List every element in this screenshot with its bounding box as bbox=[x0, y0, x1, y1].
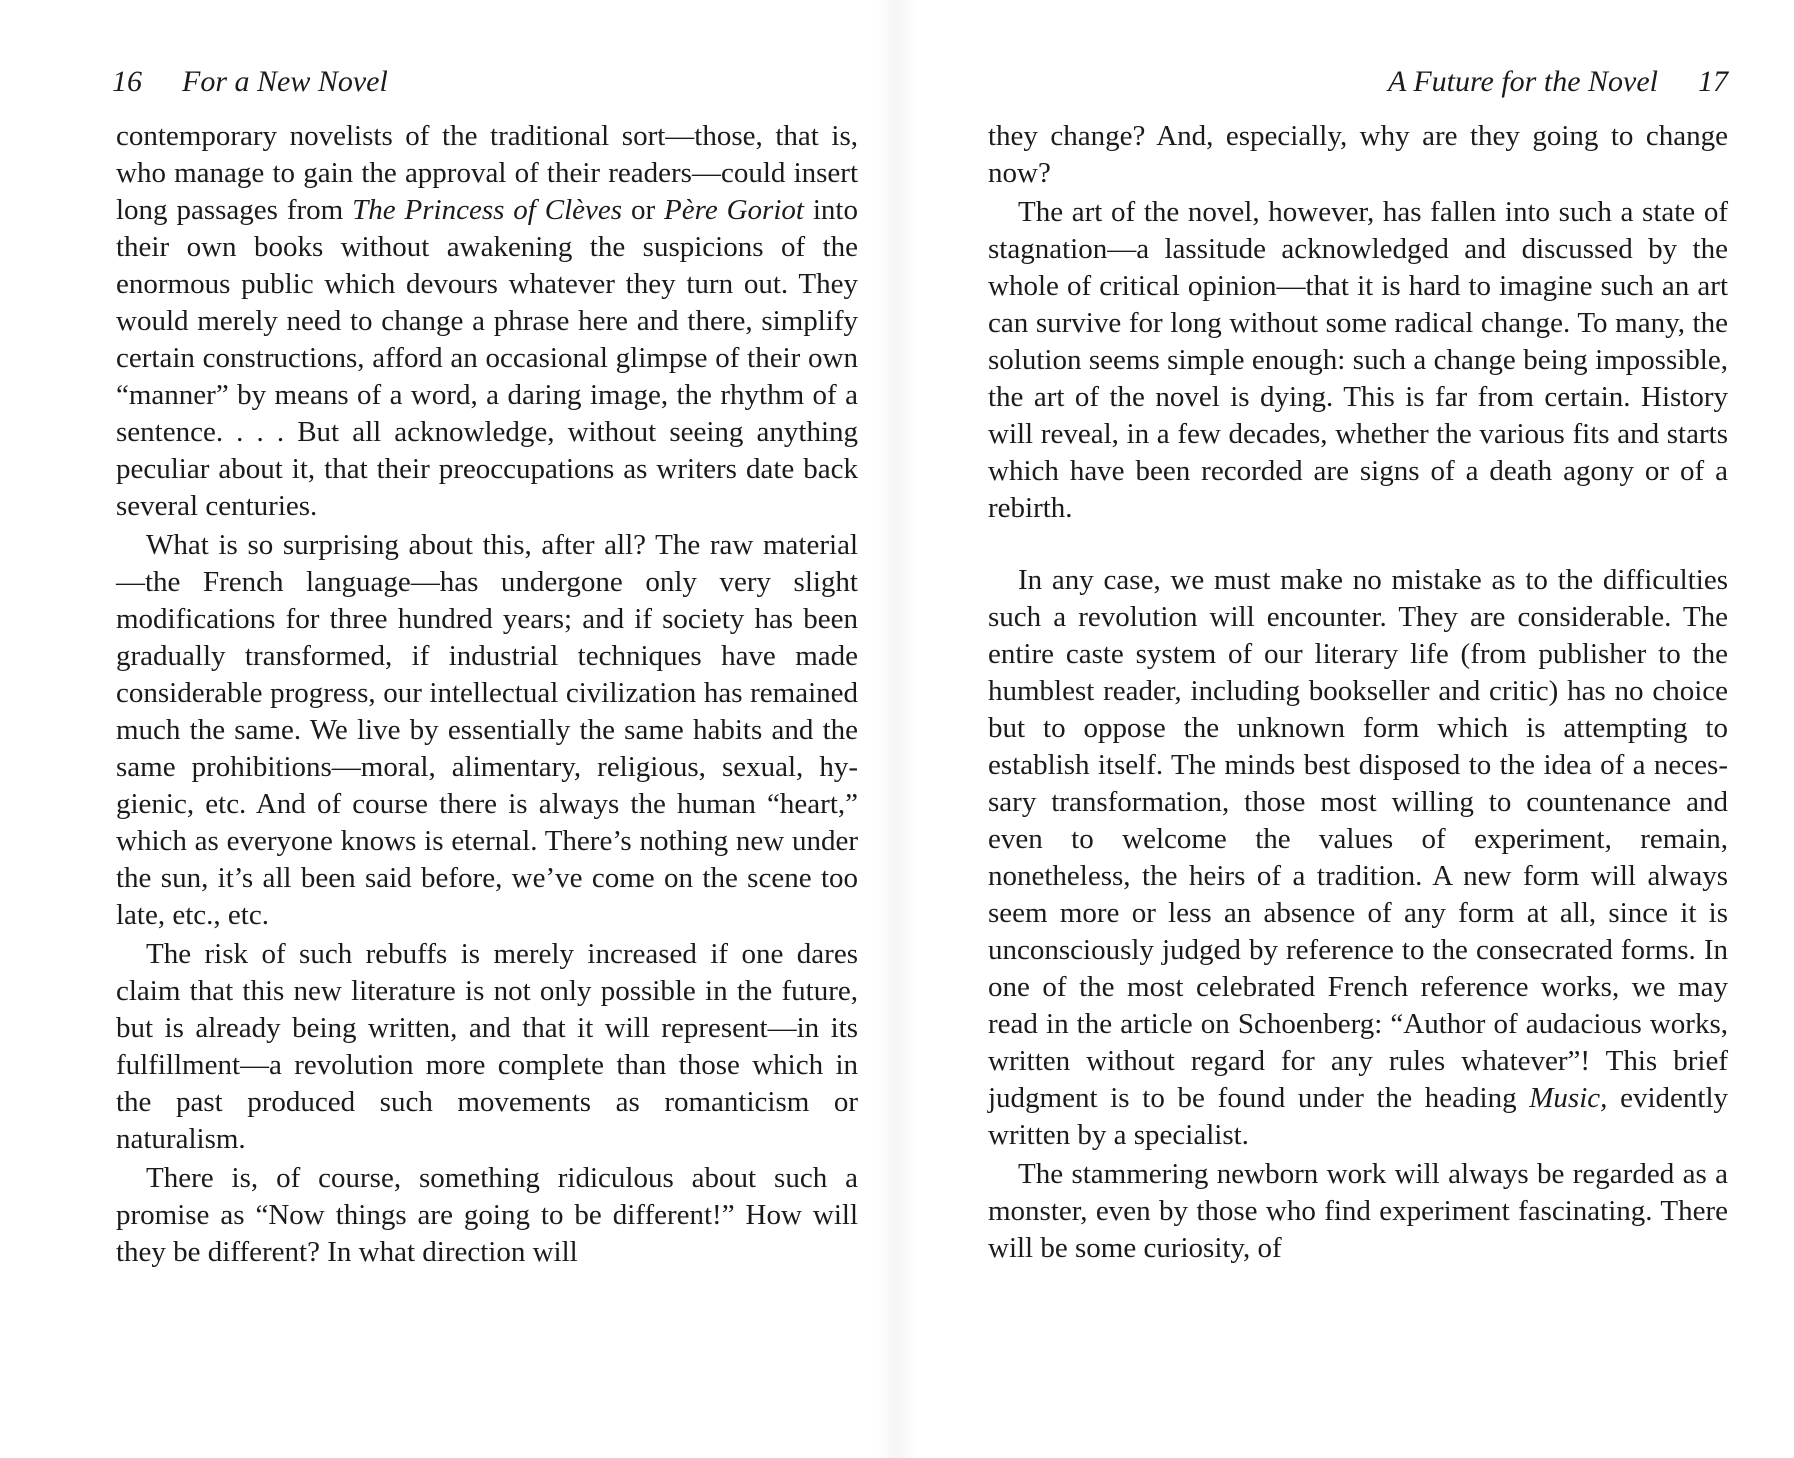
italic-title: Père Goriot bbox=[664, 194, 804, 226]
italic-title: The Princess of Clèves bbox=[352, 194, 623, 226]
italic-title: Music, bbox=[1529, 1082, 1608, 1114]
left-text-block bbox=[116, 118, 858, 1271]
right-running-head bbox=[1388, 62, 1728, 102]
paragraph bbox=[116, 936, 858, 1158]
right-running-head-title: A Future for the Novel bbox=[1388, 65, 1658, 98]
paragraph-text: contemporary novelists of the traditional sort—those, that is, who manage to gain the approval of their readers—could insert long passages from bbox=[116, 120, 858, 226]
right-page-number: 17 bbox=[1698, 65, 1728, 98]
paragraph-text: There is, of course, something ridiculous about such a promise as “Now things are going to be different!” How will they be different? In what direction will bbox=[116, 1162, 858, 1268]
paragraph bbox=[988, 194, 1728, 527]
paragraph-text: The art of the novel, however, has fallen into such a state of stagnation—a lassitude acknowledged and discussed by the whole of critical opinion—that it is hard to imagine such an art can survive for long without some radical change. To many, the solution seems simple enough: such a change being impossible, the art of the novel is dying. This is far from certain. History will reveal, in a few decades, whether the various fits and starts which have been recorded are signs of a death agony or of a rebirth. bbox=[988, 196, 1728, 524]
paragraph bbox=[116, 527, 858, 934]
paragraph-text: What is so surprising about this, after all? The raw material—the French language—has undergone only very slight modifications for three hundred years; and if society has been gradually transformed, if industrial techniques have made considerable progress, our intellectual civilization has remained much the same. We live by essentially the same habits and the same prohibitions—moral, alimentary, religious, sexual, hygienic, etc. And of course there is always the human “heart,” which as everyone knows is eternal. There’s nothing new under the sun, it’s all been said before, we’ve come on the scene too late, etc., etc. bbox=[116, 529, 858, 931]
paragraph-text: or bbox=[622, 194, 665, 226]
left-running-head bbox=[112, 62, 388, 102]
paragraph-text: In any case, we must make no mistake as to the difficulties such a revolution will encounter. They are considerable. The entire caste system of our literary life (from publisher to the humblest reader, including bookseller and critic) has no choice but to oppose the unknown form which is attempting to establish itself. The minds best disposed to the idea of a necessary transformation, those most willing to countenance and even to welcome the values of experiment, remain, nonetheless, the heirs of a tradition. A new form will always seem more or less an absence of any form at all, since it is unconsciously judged by reference to the consecrated forms. In one of the most celebrated French reference works, we may read in the article on Schoenberg: “Author of audacious works, written without regard for any rules whatever”! This brief judgment is to be found under the heading bbox=[988, 564, 1728, 1114]
paragraph bbox=[988, 1156, 1728, 1267]
paragraph-text: into their own books without awakening the suspicions of the enormous public which devours whatever they turn out. They would merely need to change a phrase here and there, simplify certain constructions, afford an occasional glimpse of their own “manner” by means of a word, a daring image, the rhythm of a sentence. . . . But all acknowledge, without seeing anything peculiar about it, that their preoccupations as writers date back several centuries. bbox=[116, 194, 858, 522]
paragraph bbox=[116, 118, 858, 525]
paragraph-text: The stammering newborn work will always be regarded as a monster, even by those who find experiment fascinating. There will be some curiosity, of bbox=[988, 1158, 1728, 1264]
left-page-number: 16 bbox=[112, 65, 142, 98]
paragraph bbox=[988, 118, 1728, 192]
right-page bbox=[897, 0, 1794, 1458]
paragraph-text: evidently written by a specialist. bbox=[988, 1082, 1728, 1151]
paragraph-text: they change? And, especially, why are they going to change now? bbox=[988, 120, 1728, 189]
left-running-head-title: For a New Novel bbox=[182, 65, 388, 98]
paragraph bbox=[116, 1160, 858, 1271]
paragraph bbox=[988, 562, 1728, 1154]
paragraph-text: The risk of such rebuffs is merely increased if one dares claim that this new literature is not only possible in the future, but is already being written, and that it will represent—in its fulfillment—a revolution more complete than those which in the past produced such movements as romanticism or naturalism. bbox=[116, 938, 858, 1155]
right-text-block bbox=[988, 118, 1728, 1267]
